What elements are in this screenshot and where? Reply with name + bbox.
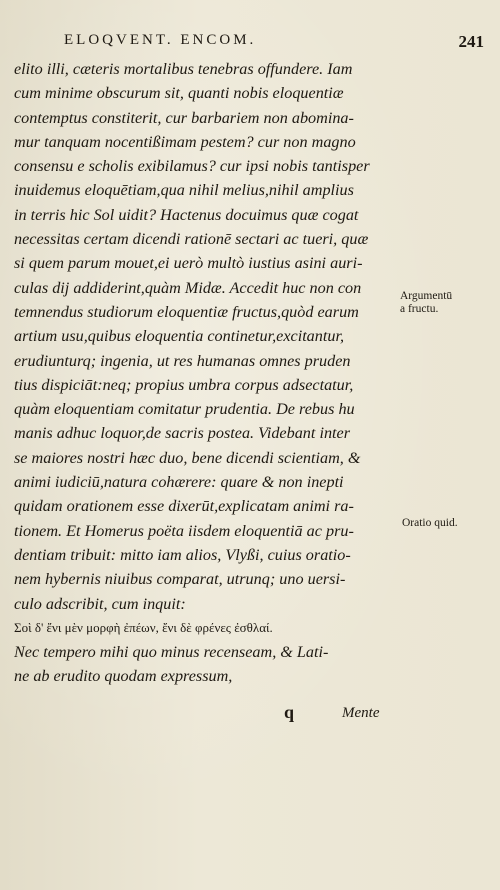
running-head: ELOQVENT. ENCOM. [64, 32, 257, 48]
text-line: quidam orationem esse dixerūt,explicatam animi ra- [14, 497, 354, 516]
text-line: culas dij addiderint,quàm Midæ. Accedit huc non con [14, 278, 362, 297]
margin-note-line: Oratio quid. [402, 517, 458, 529]
text-line: Nec tempero mihi quo minus recenseam, & Lati- [14, 643, 329, 662]
text-line: tionem. Et Homerus poëta iisdem eloquentiā ac pru- [14, 521, 354, 540]
text-line: manis adhuc loquor,de sacris postea. Videbant inter [14, 424, 351, 443]
margin-note-line: a fructu. [400, 303, 439, 315]
margin-note-oratio [402, 517, 458, 530]
text-line: nem hybernis niuibus comparat, utrunq; uno uersi- [14, 570, 346, 589]
text-line: tius dispiciāt:neq; propius umbra corpus adsectatur, [14, 375, 354, 394]
text-line: se maiores nostri hæc duo, bene dicendi scientiam, & [14, 448, 361, 467]
text-line: necessitas certam dicendi rationē sectari ac tueri, quæ [14, 230, 369, 249]
margin-note-line: Argumentū [400, 290, 453, 302]
text-line: consensu e scholis exibilamus? cur ipsi nobis tantisper [14, 157, 370, 176]
greek-verse-line: Σοὶ δ' ἔνι μὲν μορφὴ ἐπέων, ἔνι δὲ φρένες ἐσθλαί. [14, 619, 273, 635]
margin-notes [400, 0, 500, 890]
main-text-block [14, 57, 398, 689]
text-line: inuidemus eloquētiam,qua nihil melius,nihil amplius [14, 181, 354, 200]
text-line: cum minime obscurum sit, quanti nobis eloquentiæ [14, 84, 344, 103]
text-line: artium usu,quibus eloquentia continetur,excitantur, [14, 327, 345, 346]
text-line: ne ab erudito quodam expressum, [14, 667, 233, 686]
text-line: erudiunturq; ingenia, ut res humanas omnes pruden [14, 351, 351, 370]
text-line: elito illi, cæteris mortalibus tenebras offundere. Iam [14, 60, 353, 78]
text-line: si quem parum mouet,ei uerò multò iustius asini auri- [14, 254, 363, 273]
text-line: quàm eloquentiam comitatur prudentia. De rebus hu [14, 400, 355, 419]
text-line: contemptus constiterit, cur barbariem non abomina- [14, 108, 354, 127]
text-line: culo adscribit, cum inquit: [14, 594, 186, 613]
text-line: mur tanquam nocentißimam pestem? cur non magno [14, 132, 356, 151]
text-line: in terris hic Sol uidit? Hactenus docuimus quæ cogat [14, 205, 359, 224]
margin-note-argumentum [400, 290, 452, 316]
page-number: 241 [458, 32, 484, 51]
text-line: temnendus studiorum eloquentiæ fructus,quòd earum [14, 302, 359, 321]
text-line: dentiam tribuit: mitto iam alios, Vlyßi, cuius oratio- [14, 545, 351, 564]
text-line: animi iudiciū,natura cohærere: quare & non inepti [14, 473, 344, 492]
signature-mark: q [284, 702, 295, 722]
catchword: Mente [342, 705, 380, 721]
